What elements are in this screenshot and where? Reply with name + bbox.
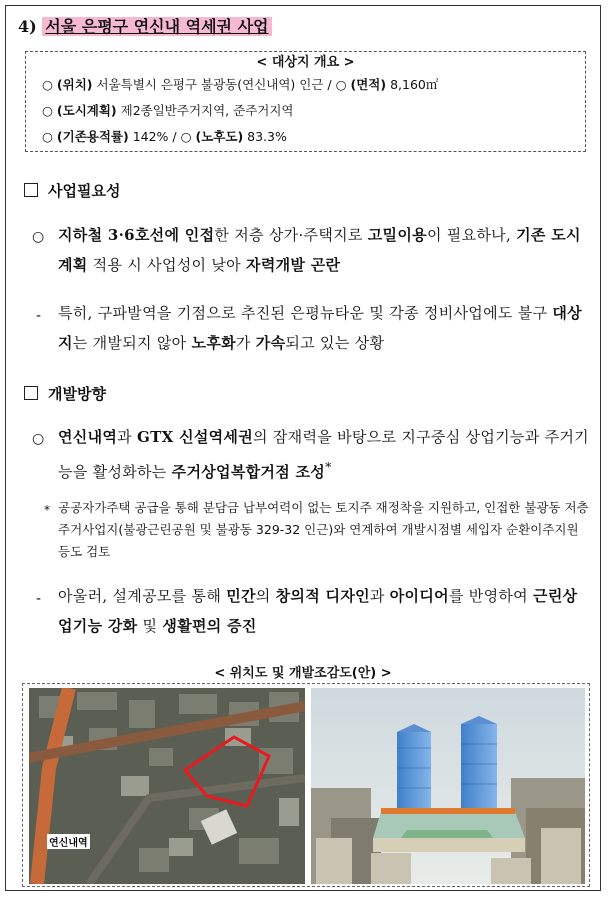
station-map-label: 연신내역 — [47, 834, 90, 849]
direction-subparagraph: 아울러, 설계공모를 통해 민간의 창의적 디자인과 아이디어를 반영하여 근린상업기능 강화 및 생활편의 증진 — [58, 587, 578, 635]
figure-caption: < 위치도 및 개발조감도(안) > — [214, 666, 392, 681]
checkbox-square-icon — [24, 386, 38, 400]
aerial-photo-image — [29, 688, 305, 884]
bullet-circle-icon: ○ — [32, 229, 45, 245]
location-aerial-map — [29, 688, 305, 884]
bullet-circle-icon: ○ — [32, 431, 45, 447]
dash-bullet: - — [36, 591, 42, 607]
document-page — [5, 5, 601, 891]
figure-frame — [22, 683, 590, 887]
section-direction-heading: 개발방향 — [24, 383, 106, 404]
direction-paragraph: 연신내역과 GTX 신설역세권의 잠재력을 바탕으로 지구중심 상업기능과 주거기능을 활성화하는 주거상업복합거점 조성* — [58, 428, 589, 481]
asterisk-bullet: * — [44, 503, 50, 517]
section-title-text: 서울 은평구 연신내 역세권 사업 — [42, 17, 271, 36]
dash-bullet: - — [36, 308, 42, 324]
overview-row-far: ○ (기존용적률) 142% / ○ (노후도) 83.3% — [42, 129, 287, 144]
overview-row-location: ○ (위치) 서울특별시 은평구 불광동(연신내역) 인근 / ○ (면적) 8,160㎡ — [42, 77, 439, 92]
site-overview-box — [25, 51, 586, 152]
checkbox-square-icon — [24, 183, 38, 197]
section-number: 4) — [18, 17, 37, 36]
necessity-subparagraph: 특히, 구파발역을 기점으로 추진된 은평뉴타운 및 각종 정비사업에도 불구 대상지는 개발되지 않아 노후화가 가속되고 있는 상황 — [58, 304, 582, 352]
development-rendering — [311, 688, 585, 884]
direction-note: 공공자가주택 공급을 통해 분담금 납부여력이 없는 토지주 재정착을 지원하고, 인접한 불광동 저층주거사업지(불광근린공원 및 불광동 329-32 인근)와 연계하여 개발시점별 세입자 순환이주지원 등도 검토 — [58, 500, 589, 559]
overview-row-zoning: ○ (도시계획) 제2종일반주거지역, 준주거지역 — [42, 103, 294, 118]
overview-heading: < 대상지 개요 > — [26, 51, 585, 70]
necessity-paragraph: 지하철 3·6호선에 인접한 저층 상가·주택지로 고밀이용이 필요하나, 기존 도시계획 적용 시 사업성이 낮아 자력개발 곤란 — [58, 226, 581, 274]
section-necessity-heading: 사업필요성 — [24, 180, 120, 201]
section-title — [18, 14, 272, 37]
rendering-image — [311, 688, 585, 884]
